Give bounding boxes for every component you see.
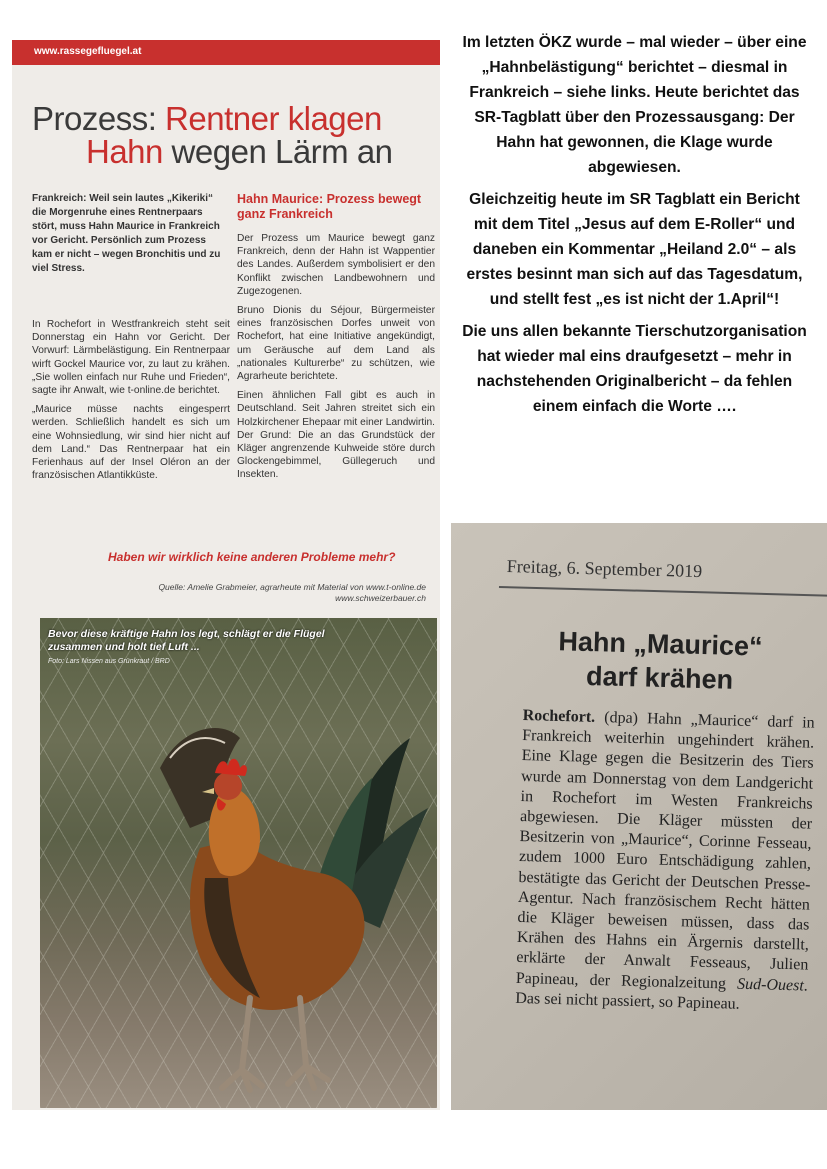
magazine-question: Haben wir wirklich keine anderen Probleme mehr? [108,550,396,564]
intro-paragraph: Im letzten ÖKZ wurde – mal wieder – über eine „Hahnbelästigung“ berichtet – diesmal in Frankreich – siehe links. Heute berichtet das SR-Tagblatt über den Prozessausgang: Der Hahn hat gewonnen, die Klage wurde abgewiesen. [462,34,807,176]
body-text-2: . Das sei nicht passiert, so Papineau. [515,977,808,1013]
photo-credit: Foto: Lars Nissen aus Grünkraut / BRD [48,658,170,665]
column-2-paragraph: Bruno Dionis du Séjour, Bürgermeister eines französischen Dorfes unweit von Rochefort, hat eine Initiative angekündigt, um Geräusche auf dem Land als „nationales Kulturerbe“ zu schützen, wie Agrarheute berichtete. [237,305,435,383]
dateline: Rochefort. [522,706,596,726]
magazine-column-1 [32,318,230,488]
source-line-1: Quelle: Amelie Grabmeier, agrarheute mit Material von www.t-online.de [158,582,426,592]
photo-caption: Bevor diese kräftige Hahn los legt, schlägt er die Flügel zusammen und holt tief Luft ... [48,628,325,653]
headline-part-2b: wegen Lärm an [162,133,393,170]
newspaper-clipping [451,523,827,1110]
column-2-paragraph: Der Prozess um Maurice bewegt ganz Frankreich, denn der Hahn ist Wappentier des Landes. Außerdem symbolisiert er den Konflikt zwischen Landbewohnern und Zugezogenen. [237,233,435,297]
magazine-source [106,582,426,604]
column-2-paragraph: Einen ähnlichen Fall gibt es auch in Deutschland. Seit Jahren streitet sich ein Holzkirchener Ehepaar mit einer Landwirtin. Der Grund: Die an das Grundstück der Kläger angrenzende Kuhweide störe durch Glockengebimmel, Güllegeruch und Insekten. [237,390,435,481]
column-1-paragraph: In Rochefort in Westfrankreich steht seit Donnerstag ein Hahn vor Gericht. Der Vorwurf: Lärmbelästigung. Ein Rentnerpaar wirft Gockel Maurice vor, zu laut zu krähen. „Sie wollen einfach nur Ruhe und Frieden“, sagte ihr Anwalt, wie t-online.de berichtet. [32,319,230,397]
magazine-header-bar [12,40,440,65]
headline-part-1b: Rentner klagen [165,100,382,137]
intro-text [458,30,811,426]
intro-paragraph: Gleichzeitig heute im SR Tagblatt ein Bericht mit dem Titel „Jesus auf dem E-Roller“ und daneben ein Kommentar „Heiland 2.0“ – als erstes besinnt man sich auf das Tagesdatum, und stellt fest „es ist nicht der 1.April“! [466,191,803,308]
headline-part-2a: Hahn [86,133,163,170]
headline-part-1a: Prozess: [32,100,166,137]
newspaper-title [509,623,811,699]
date-divider [499,586,827,597]
rooster-leg [222,998,262,1090]
newspaper-body [515,706,815,1017]
body-text-1: (dpa) Hahn „Maurice“ darf in Frankreich weiterhin ungehindert krähen. Eine Klage gegen die Besitzerin des Tiers wurde am Donnerstag von dem Landgericht in Rochefort im Westen Frankreichs abgewiesen. Die Kläger müssten der Besitzerin von „Maurice“, Corinne Fesseau, zudem 1000 Euro Entschädigung zahlen, bestätigte das Gericht der Deutschen Presse-Agentur. Nach französischem Recht hätten die Kläger beweisen müssen, dass das Krähen des Hahns ein Ärgernis darstellt, erklärte der Anwalt Fesseaus, Julien Papineau, der Regionalzeitung [515,708,815,993]
newspaper-date: Freitag, 6. September 2019 [506,556,703,582]
source-line-2: www.schweizerbauer.ch [335,593,426,603]
magazine-url: www.rassegefluegel.at [34,46,142,57]
title-line-2: darf krähen [585,660,734,695]
newspaper-name: Sud-Ouest [736,975,804,995]
intro-paragraph: Die uns allen bekannte Tierschutzorganisation hat wieder mal eins draufgesetzt – mehr in nachstehenden Originalbericht – da fehlen einem einfach die Worte …. [462,323,807,415]
rooster-head [214,772,242,800]
magazine-lead: Frankreich: Weil sein lautes „Kikeriki“ die Morgenruhe eines Rentnerpaars stört, muss Hahn Maurice in Frankreich vor Gericht. Persönlich zum Prozess kam er nicht – wegen Bronchitis und zu viel Stress. [32,193,221,274]
magazine-clipping [12,40,440,1110]
rooster-illustration [110,698,430,1108]
magazine-headline [32,102,432,168]
rooster-neck [209,788,260,876]
title-line-1: Hahn „Maurice“ [558,626,763,662]
rooster-photo [40,618,437,1108]
column-1-paragraph: „Maurice müsse nachts eingesperrt werden. Schließlich handelt es sich um eine Wohnsiedlung, wir sind hier nicht auf dem Land.“ Das Rentnerpaar hat ein Ferienhaus auf der Insel Oléron an der französischen Atlantikküste. [32,404,230,482]
rooster-leg [288,998,328,1088]
magazine-subhead: Hahn Maurice: Prozess bewegt ganz Frankreich [237,192,422,221]
magazine-column-2 [237,232,435,488]
